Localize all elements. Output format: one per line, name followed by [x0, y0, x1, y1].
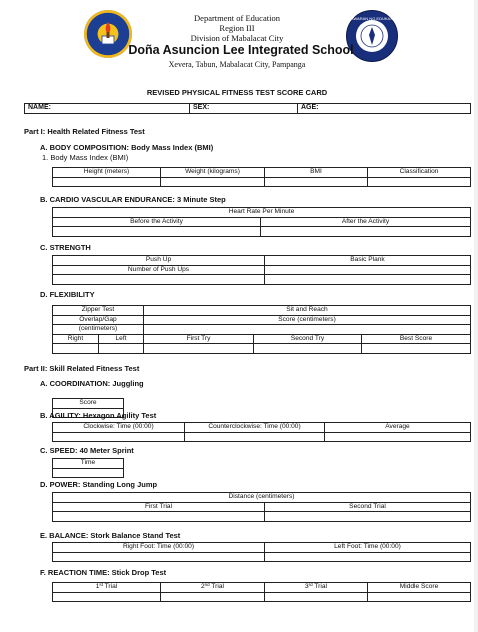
trial-2-col: 2nd Trial [161, 583, 265, 593]
counterclockwise-col: Counterclockwise: Time (00:00) [185, 423, 325, 433]
strength-table [52, 255, 471, 285]
best-score-col: Best Score [362, 334, 471, 344]
name-field[interactable]: NAME: [25, 104, 190, 114]
bmi-col-bmi: BMI [265, 168, 368, 178]
part2-a-heading: A. COORDINATION: Juggling [40, 379, 144, 388]
bmi-col-weight: Weight (kilograms) [161, 168, 265, 178]
middle-score-col: Middle Score [368, 583, 471, 593]
input-cell[interactable] [368, 177, 471, 187]
input-cell[interactable] [254, 344, 362, 354]
input-cell[interactable] [265, 265, 471, 275]
input-cell[interactable] [265, 592, 368, 602]
school-name: Doña Asuncion Lee Integrated School [128, 43, 354, 57]
number-push-ups-col: Number of Push Ups [53, 265, 265, 275]
trial-3-col: 3rd Trial [265, 583, 368, 593]
input-cell[interactable] [99, 344, 144, 354]
part1-a-heading: A. BODY COMPOSITION: Body Mass Index (BMI) [40, 143, 214, 152]
heart-rate-header: Heart Rate Per Minute [53, 208, 471, 218]
centimeters-label: (centimeters) [53, 325, 144, 335]
overlap-gap-label: Overlap/Gap [53, 315, 144, 325]
part2-b-heading: B. AGILITY: Hexagon Agility Test [40, 411, 157, 420]
speed-table [52, 458, 124, 478]
balance-table [52, 542, 471, 562]
input-cell[interactable] [265, 552, 471, 562]
input-cell[interactable] [53, 275, 265, 285]
region-line: Region III [219, 23, 255, 33]
second-trial-col: Second Trial [265, 502, 471, 512]
part1-a-sub: 1. Body Mass Index (BMI) [42, 153, 129, 162]
input-cell[interactable] [144, 344, 254, 354]
input-cell[interactable] [265, 512, 471, 522]
zipper-test-header: Zipper Test [53, 306, 144, 316]
input-cell[interactable] [325, 432, 471, 442]
school-address: Xevera, Tabun, Mabalacat City, Pampanga [168, 60, 306, 69]
agility-table [52, 422, 471, 442]
push-up-col: Push Up [53, 256, 265, 266]
first-try-col: First Try [144, 334, 254, 344]
page-title: REVISED PHYSICAL FITNESS TEST SCORE CARD [146, 88, 328, 97]
part2-d-heading: D. POWER: Standing Long Jump [40, 480, 158, 489]
part2-title: Part II: Skill Related Fitness Test [24, 364, 140, 373]
clockwise-col: Clockwise: Time (00:00) [53, 423, 185, 433]
input-cell[interactable] [185, 432, 325, 442]
input-cell[interactable] [53, 177, 161, 187]
age-field[interactable]: AGE: [298, 104, 471, 114]
input-cell[interactable] [261, 227, 471, 237]
part2-c-heading: C. SPEED: 40 Meter Sprint [40, 446, 134, 455]
score-label: Score [53, 399, 124, 409]
input-cell[interactable] [161, 177, 265, 187]
sit-reach-header: Sit and Reach [144, 306, 471, 316]
department-line: Department of Education [194, 13, 280, 23]
trial-1-col: 1st Trial [53, 583, 161, 593]
part1-b-heading: B. CARDIO VASCULAR ENDURANCE: 3 Minute Step [40, 195, 226, 204]
distance-header: Distance (centimeters) [53, 493, 471, 503]
input-cell[interactable] [161, 592, 265, 602]
input-cell[interactable] [265, 275, 471, 285]
student-info-table [24, 103, 471, 114]
seal-lettering: KAGAWARAN NG EDUKASYON [342, 16, 402, 21]
left-col: Left [99, 334, 144, 344]
bmi-col-height: Height (meters) [53, 168, 161, 178]
before-activity-col: Before the Activity [53, 217, 261, 227]
input-cell[interactable] [53, 468, 124, 478]
reaction-table [52, 582, 471, 602]
left-foot-col: Left Foot: Time (00:00) [265, 543, 471, 553]
part1-title: Part I: Health Related Fitness Test [24, 127, 145, 136]
input-cell[interactable] [53, 592, 161, 602]
score-cm-label: Score (centimeters) [144, 315, 471, 325]
part1-c-heading: C. STRENGTH [40, 243, 91, 252]
input-cell[interactable] [53, 344, 99, 354]
after-activity-col: After the Activity [261, 217, 471, 227]
time-label: Time [53, 459, 124, 469]
sex-field[interactable]: SEX: [190, 104, 298, 114]
part2-e-heading: E. BALANCE: Stork Balance Stand Test [40, 531, 181, 540]
right-col: Right [53, 334, 99, 344]
power-table [52, 492, 471, 522]
input-cell[interactable] [368, 592, 471, 602]
average-col: Average [325, 423, 471, 433]
division-line: Division of Mabalacat City [190, 33, 284, 43]
input-cell[interactable] [53, 227, 261, 237]
bmi-table [52, 167, 471, 187]
second-try-col: Second Try [254, 334, 362, 344]
input-cell[interactable] [53, 552, 265, 562]
part2-f-heading: F. REACTION TIME: Stick Drop Test [40, 568, 167, 577]
part1-d-heading: D. FLEXIBILITY [40, 290, 95, 299]
input-cell[interactable] [53, 432, 185, 442]
input-cell[interactable] [53, 512, 265, 522]
input-cell[interactable] [265, 177, 368, 187]
basic-plank-col: Basic Plank [265, 256, 471, 266]
input-cell[interactable] [362, 344, 471, 354]
right-foot-col: Right Foot: Time (00:00) [53, 543, 265, 553]
flexibility-table [52, 305, 471, 354]
cardio-table [52, 207, 471, 237]
bmi-col-classification: Classification [368, 168, 471, 178]
first-trial-col: First Trial [53, 502, 265, 512]
